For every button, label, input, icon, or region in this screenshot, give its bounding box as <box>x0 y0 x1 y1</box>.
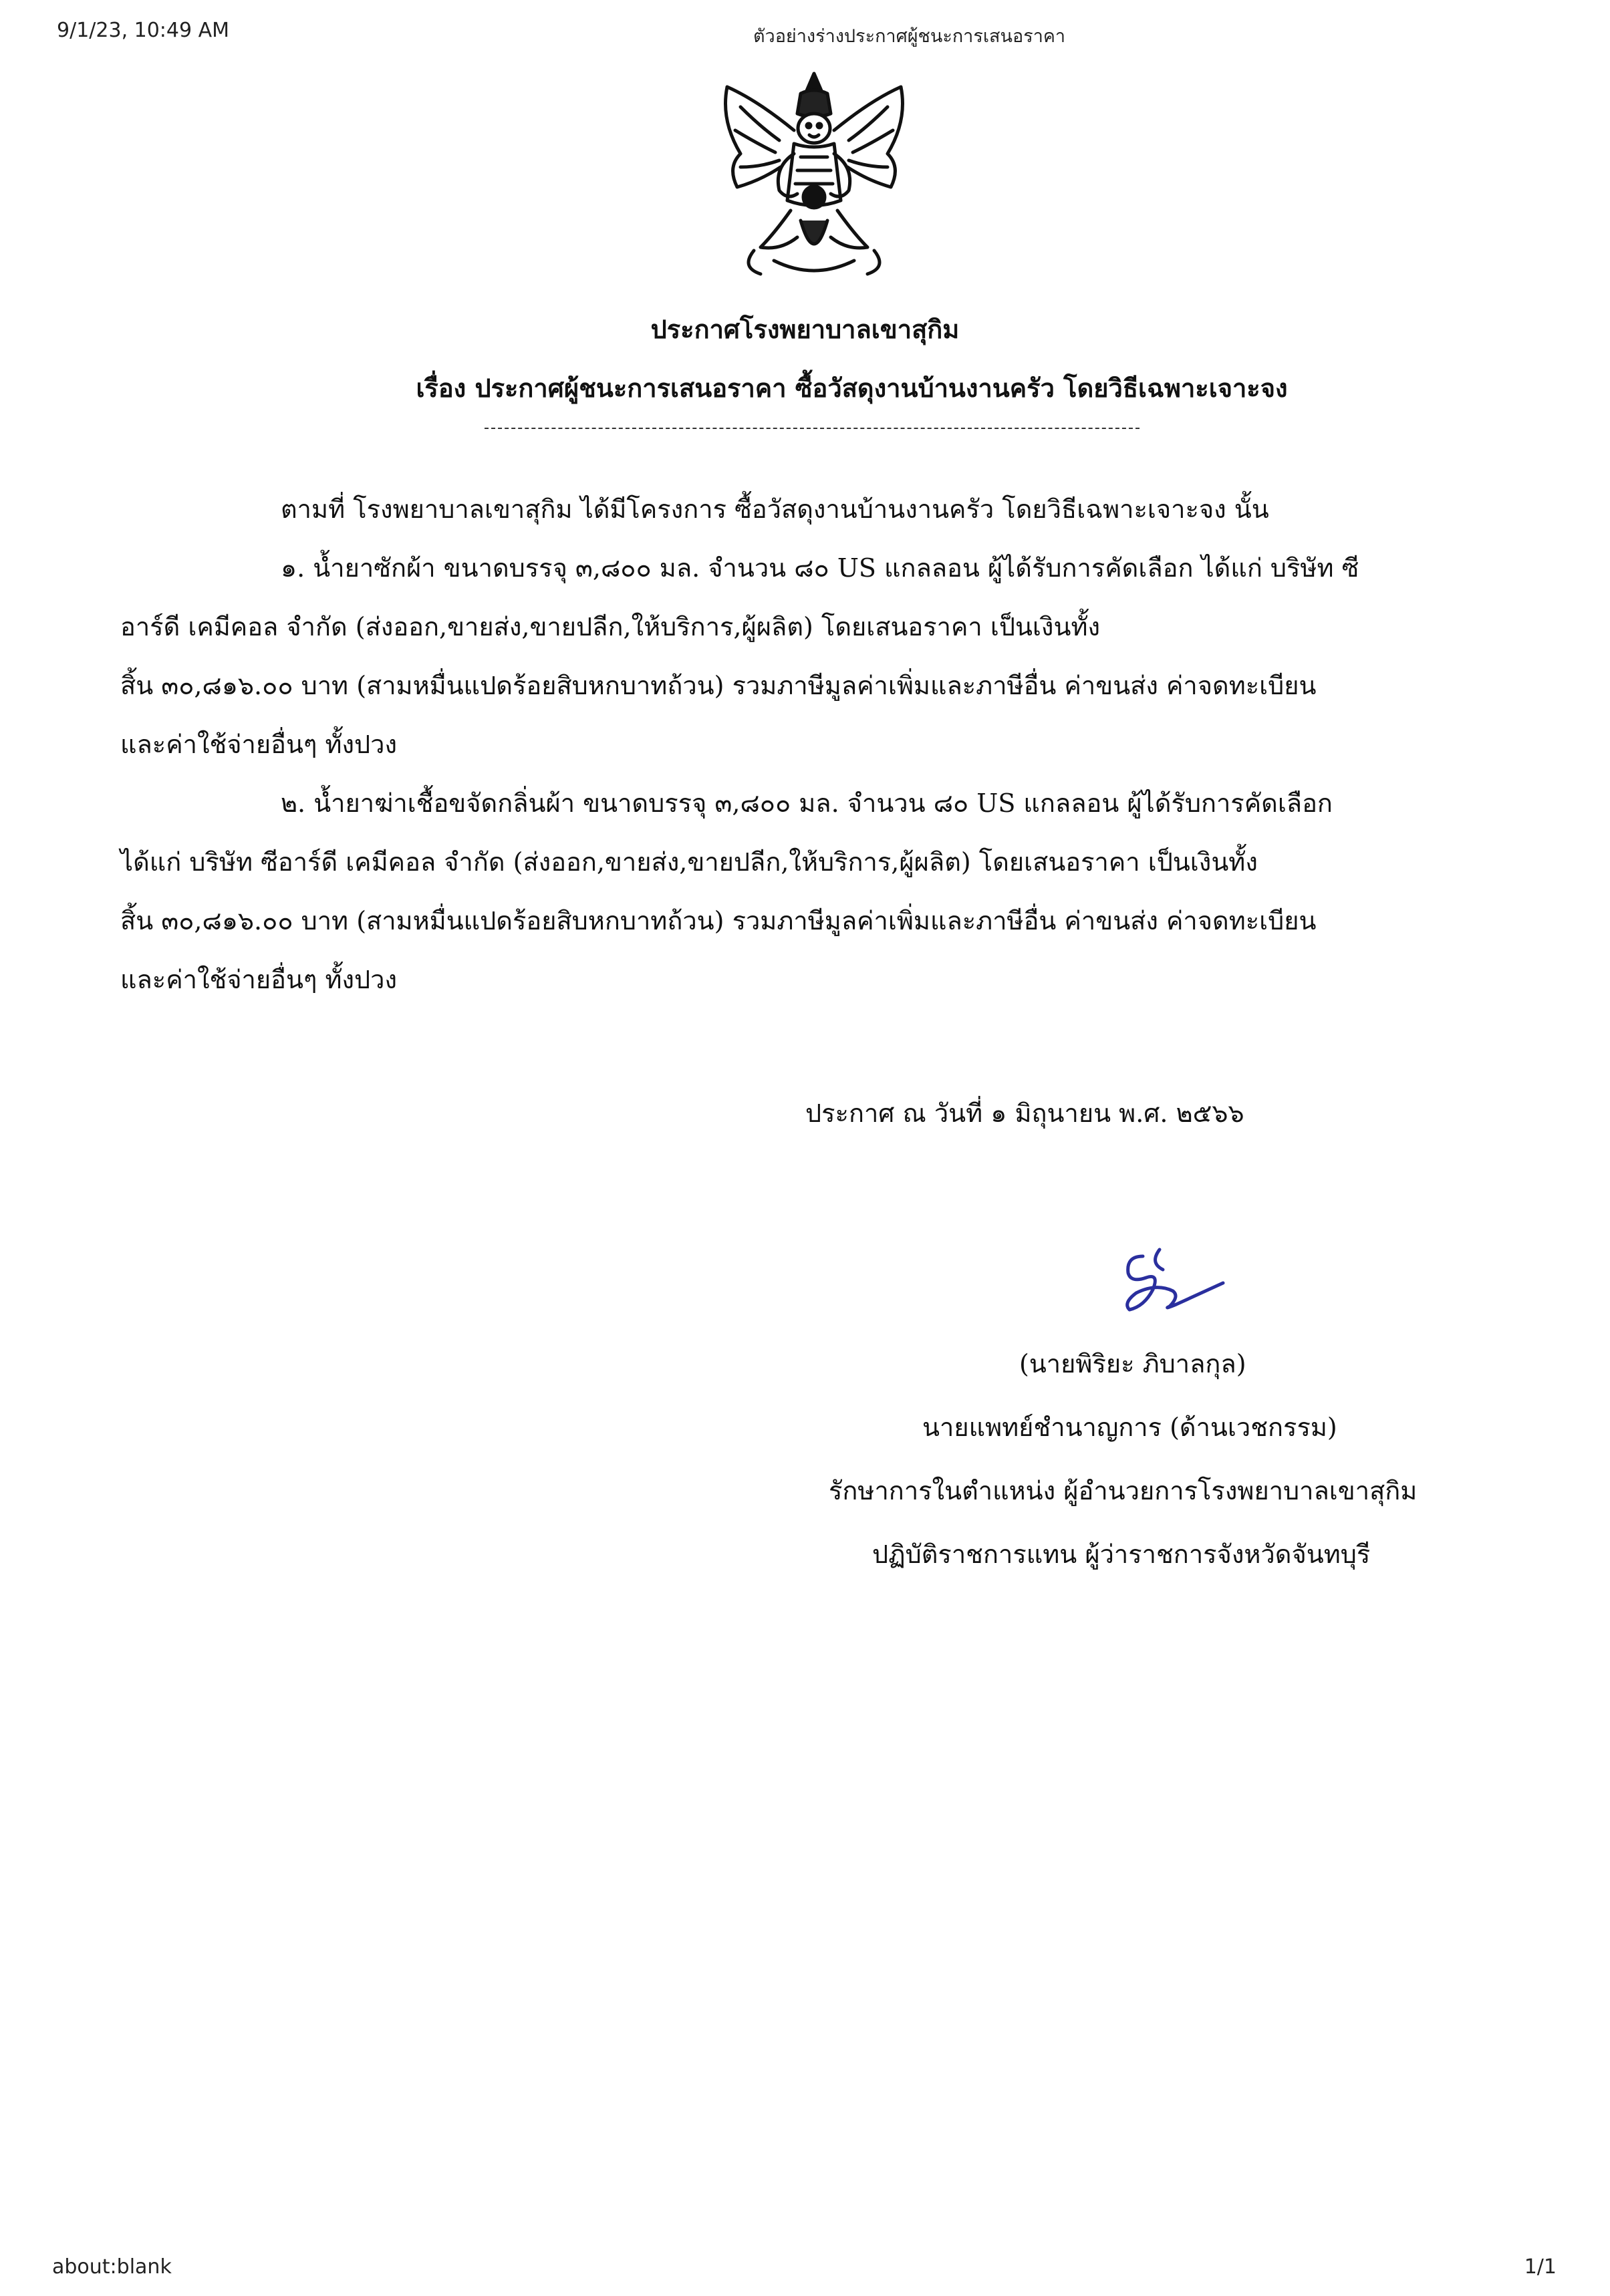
print-page-number: 1/1 <box>1524 2255 1557 2279</box>
intro-paragraph: ตามที่ โรงพยาบาลเขาสุกิม ได้มีโครงการ ซื้อวัสดุงานบ้านงานครัว โดยวิธีเฉพาะเจาะจง นั้น <box>281 494 1269 524</box>
signatory-on-behalf: ปฏิบัติราชการแทน ผู้ว่าราชการจังหวัดจันทบุรี <box>872 1540 1371 1569</box>
announce-date: ประกาศ ณ วันที่ ๑ มิถุนายน พ.ศ. ๒๕๖๖ <box>805 1099 1244 1128</box>
signature-mark <box>1096 1243 1230 1323</box>
item1-line2: อาร์ดี เคมีคอล จำกัด (ส่งออก,ขายส่ง,ขายปลีก,ให้บริการ,ผู้ผลิต) โดยเสนอราคา เป็นเงินทั้ง <box>120 612 1101 641</box>
signatory-acting: รักษาการในตำแหน่ง ผู้อำนวยการโรงพยาบาลเขาสุกิม <box>829 1476 1418 1505</box>
item2-line1: ๒. น้ำยาฆ่าเชื้อขจัดกลิ่นผ้า ขนาดบรรจุ ๓,๘๐๐ มล. จำนวน ๘๐ US แกลลอน ผู้ได้รับการคัดเลือก <box>281 788 1333 818</box>
print-url: about:blank <box>52 2255 172 2279</box>
dashed-divider <box>485 428 1139 429</box>
item2-line3: สิ้น ๓๐,๘๑๖.๐๐ บาท (สามหมื่นแปดร้อยสิบหกบาทถ้วน) รวมภาษีมูลค่าเพิ่มและภาษีอื่น ค่าขนส่ง ค่าจดทะเบียน <box>120 906 1317 936</box>
item2-line4: และค่าใช้จ่ายอื่นๆ ทั้งปวง <box>120 965 398 994</box>
item1-line1: ๑. น้ำยาซักผ้า ขนาดบรรจุ ๓,๘๐๐ มล. จำนวน ๘๐ US แกลลอน ผู้ได้รับการคัดเลือก ได้แก่ บริษัท ซี <box>281 553 1359 583</box>
item1-line4: และค่าใช้จ่ายอื่นๆ ทั้งปวง <box>120 730 398 759</box>
print-timestamp: 9/1/23, 10:49 AM <box>57 19 230 42</box>
item1-line3: สิ้น ๓๐,๘๑๖.๐๐ บาท (สามหมื่นแปดร้อยสิบหกบาทถ้วน) รวมภาษีมูลค่าเพิ่มและภาษีอื่น ค่าขนส่ง ค่าจดทะเบียน <box>120 671 1317 700</box>
item2-line2: ได้แก่ บริษัท ซีอาร์ดี เคมีคอล จำกัด (ส่งออก,ขายส่ง,ขายปลีก,ให้บริการ,ผู้ผลิต) โดยเสนอราคา เป็นเงินทั้ง <box>120 847 1258 877</box>
signatory-position: นายแพทย์ชำนาญการ (ด้านเวชกรรม) <box>922 1413 1337 1442</box>
announcement-subject: เรื่อง ประกาศผู้ชนะการเสนอราคา ซื้อวัสดุงานบ้านงานครัว โดยวิธีเฉพาะเจาะจง <box>416 373 1288 403</box>
signatory-name: (นายพิริยะ ภิบาลกุล) <box>1019 1349 1246 1379</box>
document-body <box>120 480 1457 1009</box>
garuda-emblem-icon <box>700 67 928 287</box>
print-doc-title: ตัวอย่างร่างประกาศผู้ชนะการเสนอราคา <box>753 26 1066 47</box>
announcement-title: ประกาศโรงพยาบาลเขาสุกิม <box>650 314 960 344</box>
